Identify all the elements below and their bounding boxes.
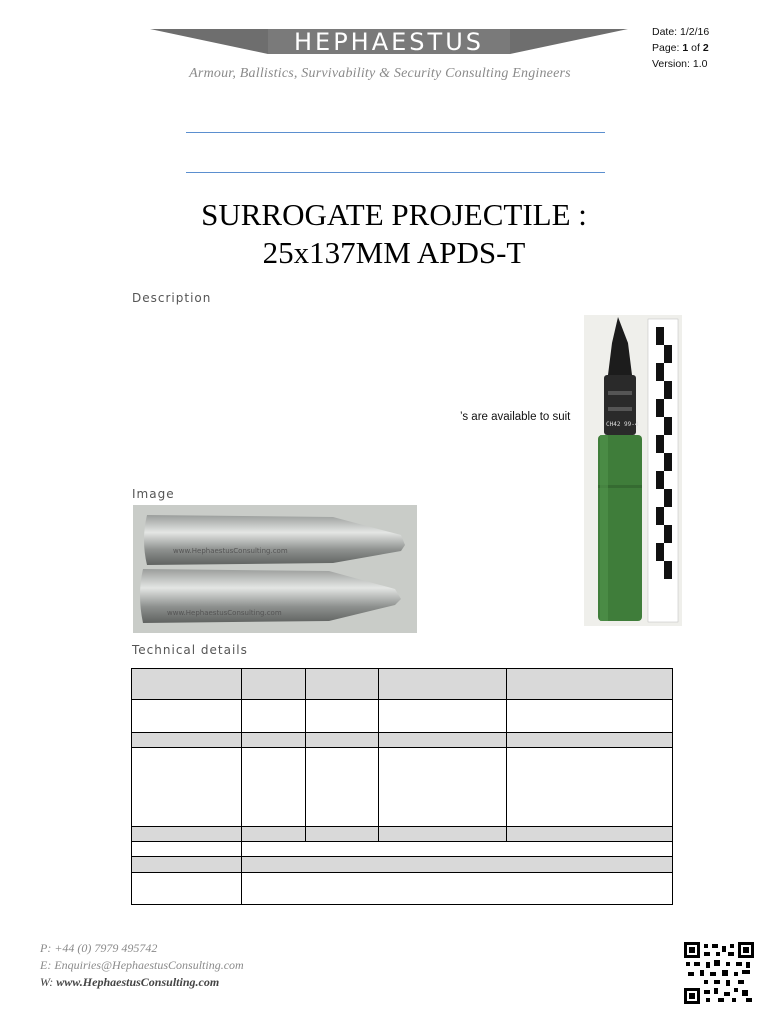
blue-rule-bottom bbox=[186, 172, 605, 173]
table-cell bbox=[507, 748, 673, 827]
footer-email: E: Enquiries@HephaestusConsulting.com bbox=[40, 958, 244, 972]
page-line: Page: 1 of 2 bbox=[652, 42, 709, 54]
table-cell bbox=[242, 733, 306, 748]
company-logo-banner bbox=[150, 26, 628, 58]
table-cell bbox=[132, 700, 242, 733]
table-cell bbox=[132, 733, 242, 748]
table-row bbox=[132, 669, 673, 700]
table-cell bbox=[306, 733, 379, 748]
table-cell bbox=[507, 733, 673, 748]
table-row bbox=[132, 873, 673, 905]
table-cell bbox=[379, 700, 507, 733]
table-cell bbox=[306, 748, 379, 827]
table-cell bbox=[242, 669, 306, 700]
table-cell bbox=[306, 700, 379, 733]
bullets-photo bbox=[133, 505, 417, 633]
table-row bbox=[132, 827, 673, 842]
table-cell bbox=[507, 669, 673, 700]
table-cell bbox=[306, 827, 379, 842]
section-heading-description: Description bbox=[132, 291, 212, 305]
version-line: Version: 1.0 bbox=[652, 58, 708, 70]
table-cell bbox=[132, 669, 242, 700]
blue-rule-top bbox=[186, 132, 605, 133]
table-row bbox=[132, 733, 673, 748]
table-cell bbox=[242, 873, 673, 905]
table-cell bbox=[507, 827, 673, 842]
table-cell bbox=[242, 827, 306, 842]
table-cell bbox=[242, 857, 673, 873]
table-cell bbox=[132, 827, 242, 842]
table-cell bbox=[132, 842, 242, 857]
company-tagline: Armour, Ballistics, Survivability & Security Consulting Engineers bbox=[189, 66, 571, 81]
title-line-1: SURROGATE PROJECTILE : bbox=[201, 197, 587, 232]
version-value: 1.0 bbox=[692, 58, 708, 70]
date-value: 1/2/16 bbox=[680, 26, 710, 38]
round-photo bbox=[584, 315, 682, 626]
round-caption: CH42 99-4 bbox=[606, 421, 639, 428]
table-cell bbox=[379, 733, 507, 748]
table-row bbox=[132, 700, 673, 733]
qr-code-icon bbox=[684, 942, 754, 1004]
logo-text: HEPHAESTUS bbox=[293, 28, 485, 56]
document-meta bbox=[652, 24, 709, 72]
title-line-2: 25x137MM APDS-T bbox=[262, 235, 526, 270]
bullet-etching-1: www.HephaestusConsulting.com bbox=[173, 547, 288, 555]
footer-contact bbox=[40, 940, 244, 991]
table-cell bbox=[132, 748, 242, 827]
table-cell bbox=[507, 700, 673, 733]
table-cell bbox=[132, 857, 242, 873]
table-cell bbox=[242, 700, 306, 733]
technical-details-table bbox=[131, 668, 673, 905]
table-cell bbox=[379, 827, 507, 842]
description-text: ’s are available to suit bbox=[460, 411, 571, 423]
table-cell bbox=[242, 842, 673, 857]
table-cell bbox=[242, 748, 306, 827]
page-total: 2 bbox=[702, 42, 709, 54]
footer-web-link[interactable]: www.HephaestusConsulting.com bbox=[56, 975, 220, 989]
table-cell bbox=[379, 748, 507, 827]
date-line: Date: 1/2/16 bbox=[652, 26, 710, 38]
table-cell bbox=[132, 873, 242, 905]
table-row bbox=[132, 842, 673, 857]
section-heading-image: Image bbox=[132, 487, 175, 501]
table-row bbox=[132, 748, 673, 827]
footer-web: W: www.HephaestusConsulting.com bbox=[40, 975, 220, 989]
document-title bbox=[120, 196, 668, 272]
table-cell bbox=[306, 669, 379, 700]
footer-phone: P: +44 (0) 7979 495742 bbox=[40, 941, 158, 955]
section-heading-technical: Technical details bbox=[132, 643, 248, 657]
table-row bbox=[132, 857, 673, 873]
table-cell bbox=[379, 669, 507, 700]
bullet-etching-2: www.HephaestusConsulting.com bbox=[167, 609, 282, 617]
page-current: 1 bbox=[682, 42, 689, 54]
